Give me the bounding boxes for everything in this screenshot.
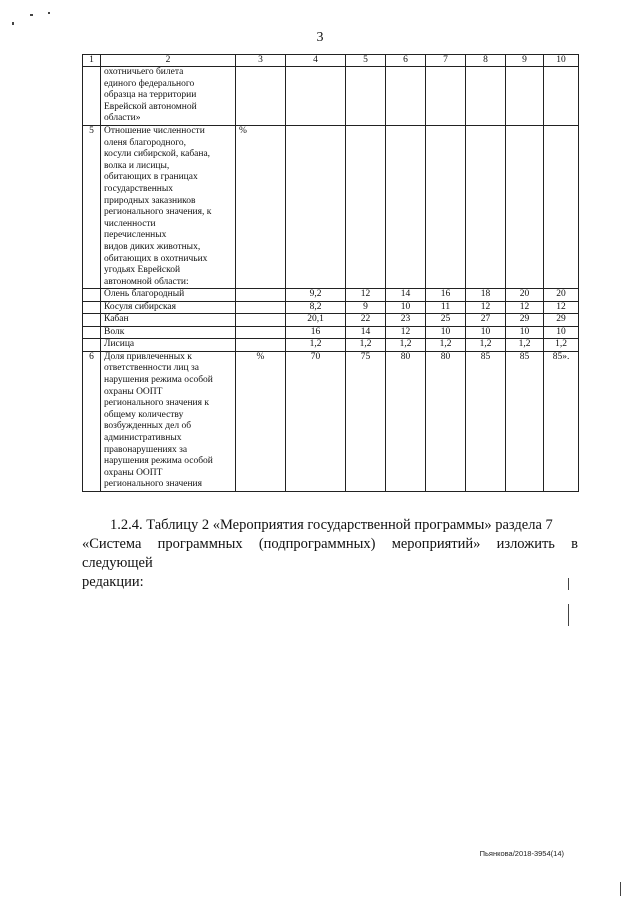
header-cell: 4 <box>286 55 346 67</box>
value-cell: 70 <box>286 351 346 491</box>
value-cell: 12 <box>506 301 544 314</box>
species-row <box>83 289 579 302</box>
paragraph-line: редакции: <box>82 574 144 590</box>
value-cell: 10 <box>426 326 466 339</box>
cell-line: нарушения режима особой <box>104 374 213 385</box>
cell-line: образца на территории <box>104 90 197 101</box>
header-cell: 3 <box>236 55 286 67</box>
value-cell: 29 <box>544 314 579 327</box>
cell-line: регионального значения <box>104 479 202 490</box>
cell-line: Отношение численности <box>104 125 205 136</box>
header-cell: 7 <box>426 55 466 67</box>
scan-mark <box>48 12 50 14</box>
value-cell: 16 <box>286 326 346 339</box>
cell-line: перечисленных <box>104 230 167 241</box>
header-cell: 10 <box>544 55 579 67</box>
header-cell: 8 <box>466 55 506 67</box>
value-cell: 85». <box>544 351 579 491</box>
cell-line: численности <box>104 218 156 229</box>
cell-line: волка и лисицы, <box>104 160 170 171</box>
cell-line: оленя благородного, <box>104 137 187 148</box>
cell-line: обитающих в границах <box>104 172 198 183</box>
value-cell: 1,2 <box>426 339 466 352</box>
value-cell: 27 <box>466 314 506 327</box>
indicator-name-cell <box>101 125 236 288</box>
species-row <box>83 339 579 352</box>
document-code: Пьянкова/2018-3954(14) <box>479 849 564 858</box>
value-cell: 10 <box>386 301 426 314</box>
cell-line: общему количеству <box>104 409 184 420</box>
header-cell: 2 <box>101 55 236 67</box>
cell-line: регионального значения к <box>104 398 209 409</box>
value-cell: 12 <box>346 289 386 302</box>
value-cell: 1,2 <box>506 339 544 352</box>
cell-line: охраны ООПТ <box>104 467 163 478</box>
amendment-paragraph <box>82 516 578 592</box>
cell-line: охраны ООПТ <box>104 386 163 397</box>
scan-mark <box>568 578 569 590</box>
value-cell: 85 <box>466 351 506 491</box>
cell-line: угодьях Еврейской <box>104 265 181 276</box>
cell-line: автономной области: <box>104 276 189 287</box>
value-cell: 85 <box>506 351 544 491</box>
value-cell: 12 <box>544 301 579 314</box>
row-number-cell: 6 <box>83 351 101 491</box>
value-cell: 75 <box>346 351 386 491</box>
value-cell: 1,2 <box>466 339 506 352</box>
unit-cell: % <box>236 125 286 288</box>
value-cell: 10 <box>506 326 544 339</box>
cell-line: Доля привлеченных к <box>104 351 192 362</box>
cell-line: ответственности лиц за <box>104 363 199 374</box>
value-cell: 10 <box>544 326 579 339</box>
value-cell: 14 <box>386 289 426 302</box>
cell-line: обитающих в охотничьих <box>104 253 208 264</box>
value-cell: 23 <box>386 314 426 327</box>
unit-cell: % <box>236 351 286 491</box>
value-cell: 22 <box>346 314 386 327</box>
species-row <box>83 301 579 314</box>
scan-mark <box>30 14 33 16</box>
value-cell: 20 <box>544 289 579 302</box>
species-name-cell: Косуля сибирская <box>101 301 236 314</box>
species-name-cell: Лисица <box>101 339 236 352</box>
cell-line: области» <box>104 113 141 124</box>
scan-mark <box>568 604 569 626</box>
value-cell: 80 <box>386 351 426 491</box>
row-number-cell <box>83 67 101 126</box>
cell-line: нарушения режима особой <box>104 456 213 467</box>
table-row-continued <box>83 67 579 126</box>
value-cell: 9,2 <box>286 289 346 302</box>
value-cell: 1,2 <box>386 339 426 352</box>
value-cell: 20 <box>506 289 544 302</box>
value-cell: 12 <box>466 301 506 314</box>
value-cell: 9 <box>346 301 386 314</box>
cell-line: природных заказников <box>104 195 196 206</box>
value-cell: 1,2 <box>286 339 346 352</box>
table-row-5 <box>83 125 579 288</box>
value-cell: 10 <box>466 326 506 339</box>
value-cell: 16 <box>426 289 466 302</box>
cell-line: регионального значения, к <box>104 207 212 218</box>
header-cell: 5 <box>346 55 386 67</box>
cell-line: государственных <box>104 183 174 194</box>
table-header-row <box>83 55 579 67</box>
page-number: 3 <box>316 30 324 45</box>
value-cell: 80 <box>426 351 466 491</box>
species-row <box>83 326 579 339</box>
species-name-cell: Кабан <box>101 314 236 327</box>
scan-mark <box>12 22 14 25</box>
paragraph-line: «Система программных (подпрограммных) мероприятий» изложить в следующей <box>82 536 578 571</box>
species-name-cell: Олень благородный <box>101 289 236 302</box>
species-name-cell: Волк <box>101 326 236 339</box>
scan-mark <box>620 882 621 896</box>
table-row-6 <box>83 351 579 491</box>
value-cell: 25 <box>426 314 466 327</box>
value-cell: 14 <box>346 326 386 339</box>
cell-line: Еврейской автономной <box>104 101 197 112</box>
cell-line: правонарушениях за <box>104 444 188 455</box>
species-row <box>83 314 579 327</box>
value-cell: 12 <box>386 326 426 339</box>
cell-line: единого федерального <box>104 78 195 89</box>
indicator-name-cell <box>101 351 236 491</box>
cell-line: косули сибирской, кабана, <box>104 149 211 160</box>
cell-line: охотничьего билета <box>104 67 184 77</box>
header-cell: 9 <box>506 55 544 67</box>
value-cell: 11 <box>426 301 466 314</box>
value-cell: 8,2 <box>286 301 346 314</box>
row-number-cell: 5 <box>83 125 101 288</box>
value-cell: 29 <box>506 314 544 327</box>
value-cell: 20,1 <box>286 314 346 327</box>
header-cell: 6 <box>386 55 426 67</box>
cell-line: видов диких животных, <box>104 241 201 252</box>
value-cell: 1,2 <box>544 339 579 352</box>
cell-line: административных <box>104 432 182 443</box>
indicator-name-cell <box>101 67 236 126</box>
value-cell: 18 <box>466 289 506 302</box>
cell-line: возбужденных дел об <box>104 421 192 432</box>
header-cell: 1 <box>83 55 101 67</box>
value-cell: 1,2 <box>346 339 386 352</box>
indicators-table <box>82 54 579 492</box>
paragraph-line: 1.2.4. Таблицу 2 «Мероприятия государственной программы» раздела 7 <box>110 517 553 533</box>
